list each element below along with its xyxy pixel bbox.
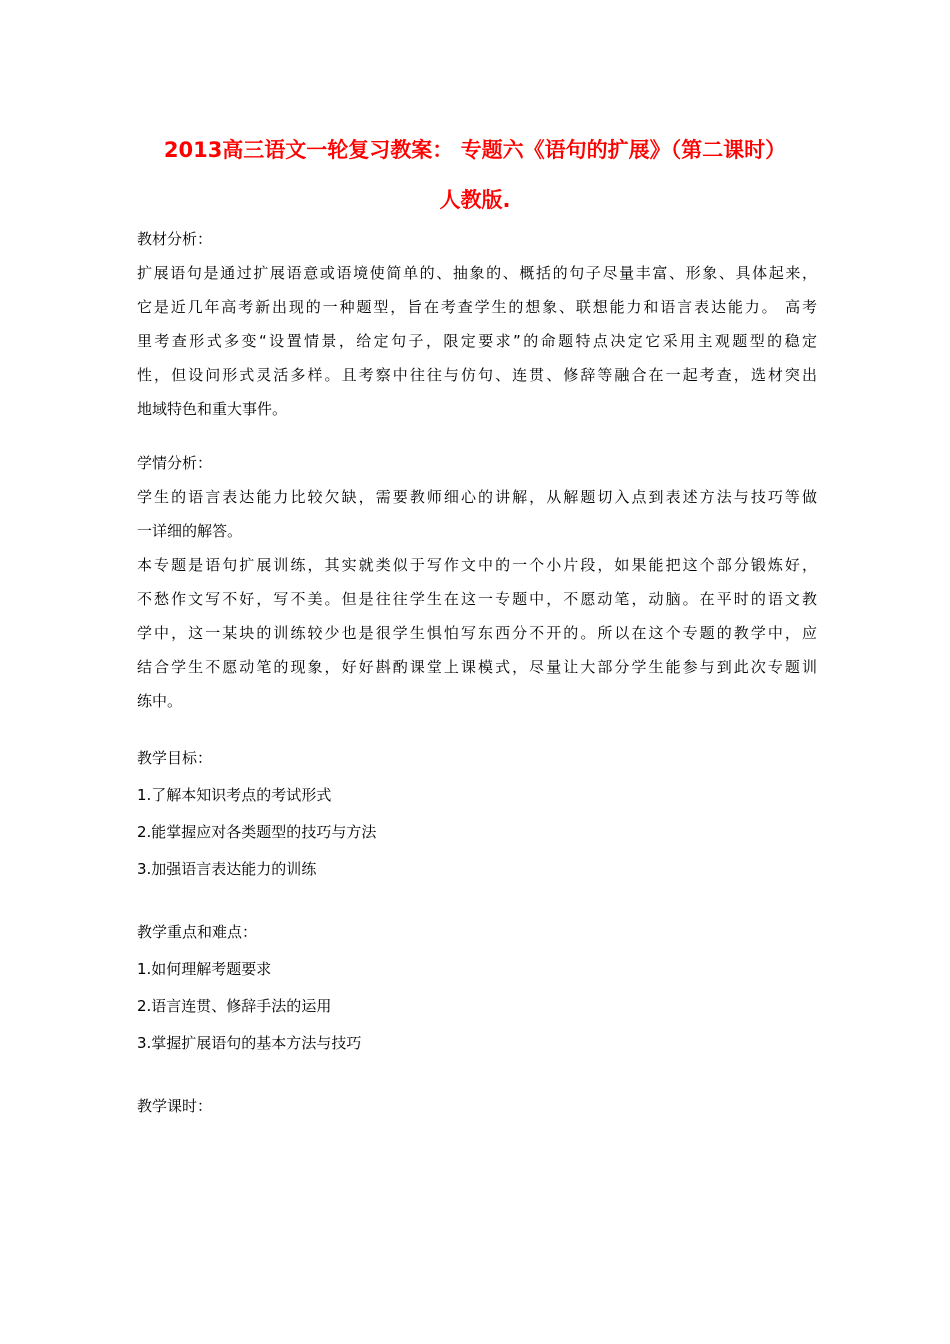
list-item: 3.加强语言表达能力的训练 [137,860,317,878]
list-item: 2.语言连贯、修辞手法的运用 [137,997,332,1015]
section-heading-hours: 教学课时： [137,1097,213,1115]
paragraph-line: 不愁作文写不好，写不美。但是往往学生在这一专题中，不愿动笔，动脑。在平时的语文教 [137,590,817,608]
list-item: 1.如何理解考题要求 [137,960,272,978]
list-item: 3.掌握扩展语句的基本方法与技巧 [137,1034,362,1052]
section-spacer [137,1062,817,1088]
paragraph-line: 扩展语句是通过扩展语意或语境使简单的、抽象的、概括的句子尽量丰富、形象、具体起来， [137,264,817,282]
document-body [137,222,817,1125]
paragraph-line: 结合学生不愿动笔的现象，好好斟酌课堂上课模式，尽量让大部分学生能参与到此次专题训 [137,658,817,676]
paragraph-line: 学中，这一某块的训练较少也是很学生惧怕写东西分不开的。所以在这个专题的教学中，应 [137,624,817,642]
section-spacer [137,426,817,446]
paragraph-line: 本专题是语句扩展训练，其实就类似于写作文中的一个小片段，如果能把这个部分锻炼好， [137,556,817,574]
paragraph-line: 它是近几年高考新出现的一种题型，旨在考查学生的想象、联想能力和语言表达能力。 高考 [137,298,817,316]
section-heading-goals: 教学目标： [137,749,213,767]
section-heading-students: 学情分析： [137,454,213,472]
paragraph-line: 地域特色和重大事件。 [137,400,288,418]
list-item: 2.能掌握应对各类题型的技巧与方法 [137,823,377,841]
section-spacer [137,888,817,914]
list-item: 1.了解本知识考点的考试形式 [137,786,332,804]
paragraph-line: 里考查形式多变“设置情景，给定句子，限定要求”的命题特点决定它采用主观题型的稳定 [137,332,817,350]
paragraph-line: 学生的语言表达能力比较欠缺，需要教师细心的讲解，从解题切入点到表述方法与技巧等做 [137,488,817,506]
document-title: 2013高三语文一轮复习教案： 专题六《语句的扩展》（第二课时） [163,138,787,162]
paragraph-line: 一详细的解答。 [137,522,243,540]
section-heading-textbook: 教材分析： [137,230,213,248]
paragraph-line: 性，但设问形式灵活多样。且考察中往往与仿句、连贯、修辞等融合在一起考查，选材突出 [137,366,817,384]
section-heading-focus: 教学重点和难点： [137,923,258,941]
section-spacer [137,718,817,740]
paragraph-line: 练中。 [137,692,183,710]
document-title-line2: 人教版. [439,188,511,212]
